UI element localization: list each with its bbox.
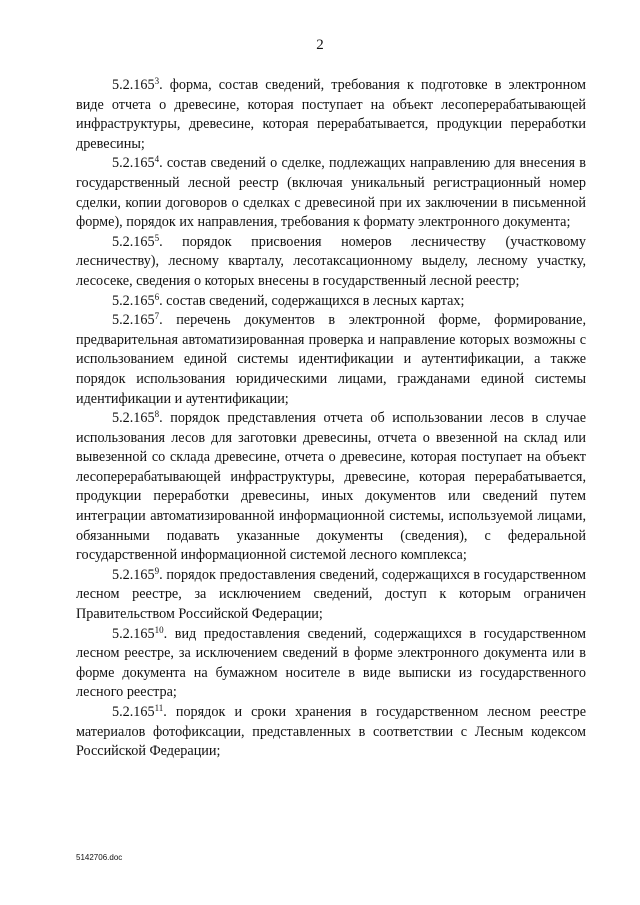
clause-text: . порядок и сроки хранения в государственном лесном реестре материалов фотофиксации, представленных в соответствии с Лесным кодексом Российской Федерации; <box>76 704 586 760</box>
document-body <box>76 76 586 762</box>
clause-superscript: 8 <box>154 409 160 420</box>
clause-number: 5.2.165$^9$ <box>112 565 160 583</box>
clause-text: . состав сведений, содержащихся в лесных картах; <box>159 292 465 309</box>
clause-number: 5.2.165$^7$ <box>112 311 160 329</box>
paragraph-165-7 <box>76 311 586 409</box>
clause-number: 5.2.165$^5$ <box>112 232 160 250</box>
clause-superscript: 7 <box>154 311 160 322</box>
clause-number: 5.2.165$^6$ <box>112 291 160 309</box>
clause-superscript: 9 <box>154 565 160 576</box>
clause-superscript: 5 <box>154 232 160 243</box>
document-filename-footer: 5142706.doc <box>76 853 123 862</box>
clause-text: . состав сведений о сделке, подлежащих направлению для внесения в государственный лесной реестр (включая уникальный регистрационный номер сделки, копии договоров о сделках с древесиной при их заключении в письменной форме), порядок их направления, требования к формату электронного документа; <box>76 155 586 231</box>
clause-number: 5.2.165$^3$ <box>112 76 160 93</box>
clause-text: . форма, состав сведений, требования к подготовке в электронном виде отчета о древесине, которая поступает на объект лесоперерабатывающей инфраструктуры, древесине, которая перерабатывается, продукции переработки древесины; <box>76 77 586 152</box>
clause-number: 5.2.165$^{10}$ <box>112 624 164 642</box>
clause-number: 5.2.165$^{11}$ <box>112 703 164 720</box>
paragraph-165-6 <box>76 292 586 312</box>
clause-text: . порядок предоставления сведений, содержащихся в государственном лесном реестре, за исключением сведений, доступ к которым ограничен Правительством Российской Федерации; <box>76 566 586 623</box>
paragraph-165-10 <box>76 625 586 703</box>
clause-superscript: 3 <box>154 76 160 86</box>
clause-text: . вид предоставления сведений, содержащихся в государственном лесном реестре, за исключением сведений в форме электронного документа или в форме документа на бумажном носителе в виде выписки из государственного лесного реестра; <box>76 625 586 701</box>
paragraph-165-5 <box>76 233 586 292</box>
clause-superscript: 6 <box>154 291 160 302</box>
clause-text: . перечень документов в электронной форме, формирование, предварительная автоматизированная проверка и направление которых возможны с использованием единой системы идентификации и аутентификации, а также порядок использования юридическими лицами, гражданами единой системы идентификации и аутентификации; <box>76 312 586 407</box>
clause-number: 5.2.165$^8$ <box>112 409 160 427</box>
clause-number: 5.2.165$^4$ <box>112 154 160 172</box>
page-number: 2 <box>316 37 324 53</box>
clause-superscript: 11 <box>154 703 164 713</box>
paragraph-165-8 <box>76 409 586 566</box>
clause-text: . порядок присвоения номеров лесничеству (участковому лесничеству), лесному кварталу, лесотаксационному выделу, лесному участку, лесосеке, сведения о которых внесены в государственный лесной реестр; <box>76 233 586 289</box>
clause-text: . порядок представления отчета об использовании лесов в случае использования лесов для заготовки древесины, отчета о ввезенной на склад или вывезенной со склада древесине, отчета о древесине, которая поступает на объект лесоперерабатывающей инфраструктуры, древесине, которая перерабатывается, продукции переработки древесины, иных документов или сведений путем интеграции автоматизированной информационной системы, используемой лицами, обязанными подавать указанные документы (сведения), с федеральной государственной информационной системой лесного комплекса; <box>76 410 586 564</box>
paragraph-165-9 <box>76 566 586 625</box>
paragraph-165-3 <box>76 76 586 154</box>
clause-superscript: 10 <box>154 624 164 635</box>
paragraph-165-4 <box>76 154 586 232</box>
clause-superscript: 4 <box>154 154 160 165</box>
paragraph-165-11 <box>76 703 586 762</box>
